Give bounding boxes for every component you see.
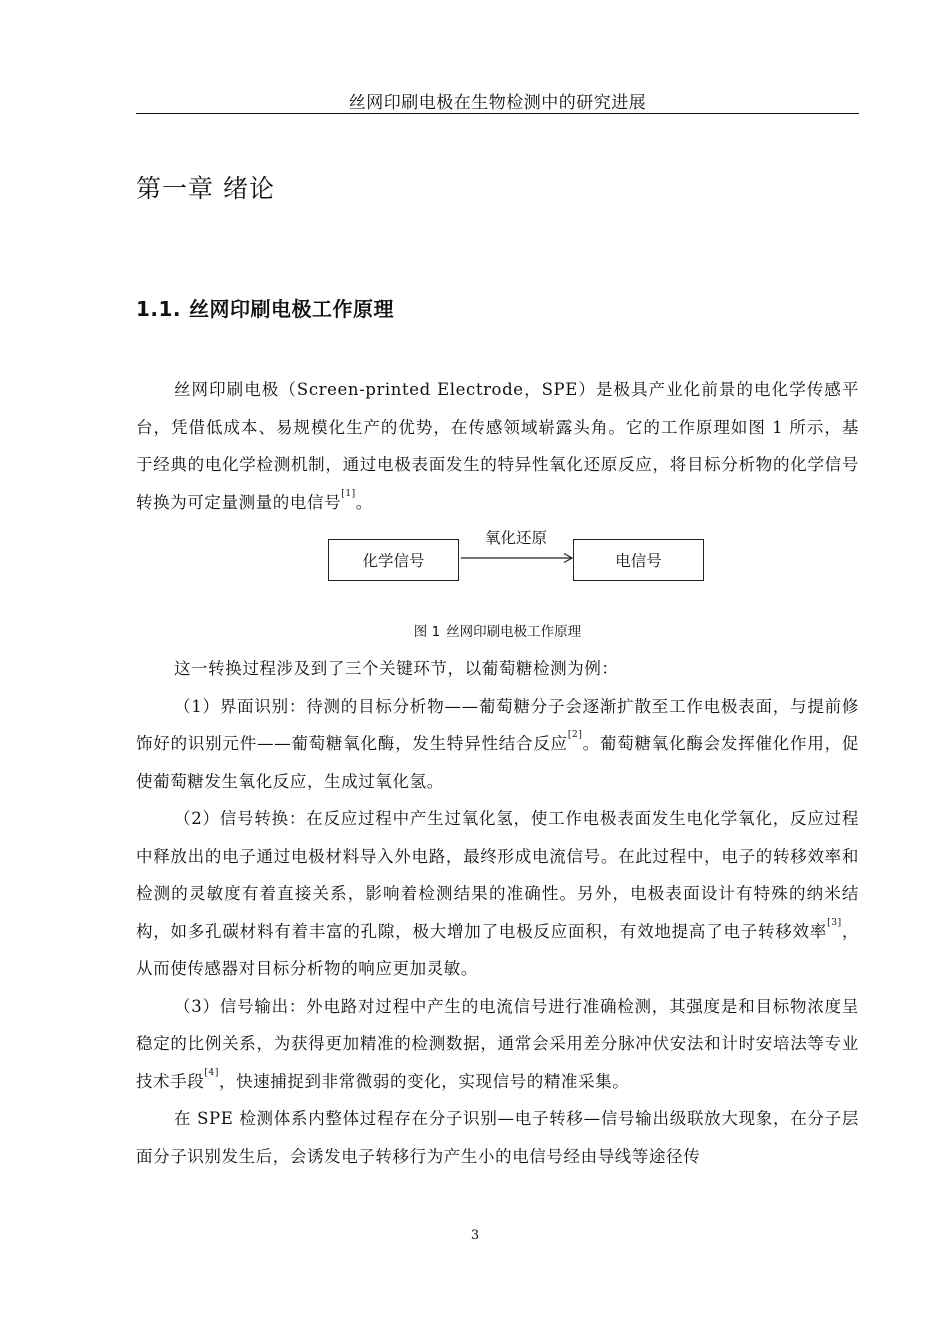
body-block [136, 650, 859, 1175]
paragraph-tail: ，快速捕捉到非常微弱的变化，实现信号的精准采集。 [218, 1071, 630, 1091]
paragraph-text: （1）界面识别：待测的目标分析物——葡萄糖分子会逐渐扩散至工作电极表面，与提前修饰好的识别元件——葡萄糖氧化酶，发生特异性结合反应 [136, 696, 859, 753]
section-number: 1.1. [136, 297, 182, 321]
paragraph-text: （2）信号转换：在反应过程中产生过氧化氢，使工作电极表面发生电化学氧化，反应过程中释放出的电子通过电极材料导入外电路，最终形成电流信号。在此过程中，电子的转移效率和检测的灵敏度有着直接关系，影响着检测结果的准确性。另外，电极表面设计有特殊的纳米结构，如多孔碳材料有着丰富的孔隙，极大增加了电极反应面积，有效地提高了电子转移效率 [136, 809, 859, 941]
paragraph-intro [136, 371, 859, 521]
paragraph-tail: ，从而使传感器对目标分析物的响应更加灵敏。 [136, 921, 859, 978]
paragraph-text: 丝网印刷电极（Screen-printed Electrode，SPE）是极具产业化前景的电化学传感平台，凭借低成本、易规模化生产的优势，在传感领域崭露头角。它的工作原理如图 1 所示，基于经典的电化学检测机制，通过电极表面发生的特异性氧化还原反应，将目标分析物的化学信号转换为可定量测量的电信号 [136, 380, 859, 512]
figure-number: 图 1 [413, 624, 441, 640]
paragraph-cascade [136, 1100, 859, 1175]
paragraph-overview [136, 650, 859, 688]
arrow-label: 氧化还原 [484, 529, 547, 547]
paragraph-tail: 。 [355, 492, 373, 512]
running-header-title: 丝网印刷电极在生物检测中的研究进展 [348, 93, 647, 113]
section-heading [136, 294, 394, 324]
citation-ref: [1] [341, 488, 356, 499]
page-number: 3 [470, 1228, 480, 1243]
electrical-signal-box: 电信号 [573, 539, 704, 581]
paragraph-step-3 [136, 988, 859, 1101]
principle-diagram [326, 530, 708, 586]
paragraph-text: （3）信号输出：外电路对过程中产生的电流信号进行准确检测，其强度是和目标物浓度呈稳定的比例关系，为获得更加精准的检测数据，通常会采用差分脉冲伏安法和计时安培法等专业技术手段 [136, 996, 859, 1091]
citation-ref: [4] [204, 1067, 219, 1078]
paragraph-step-1 [136, 688, 859, 801]
section-title-text: 丝网印刷电极工作原理 [189, 297, 395, 321]
chemical-signal-box: 化学信号 [328, 539, 459, 581]
paragraph-text: 在 SPE 检测体系内整体过程存在分子识别—电子转移—信号输出级联放大现象，在分子层面分子识别发生后，会诱发电子转移行为产生小的电信号经由导线等途径传 [136, 1109, 859, 1166]
chapter-title: 第一章 绪论 [136, 174, 275, 203]
figure-caption-text: 丝网印刷电极工作原理 [446, 624, 582, 640]
citation-ref: [3] [827, 917, 842, 928]
citation-ref: [2] [567, 730, 583, 740]
arrow-icon [459, 552, 575, 564]
paragraph-tail: 。葡萄糖氧化酶会发挥催化作用，促使葡萄糖发生氧化反应，生成过氧化氢。 [136, 734, 859, 791]
paragraph-step-2 [136, 800, 859, 988]
paragraph-text: 这一转换过程涉及到了三个关键环节，以葡萄糖检测为例： [173, 659, 619, 678]
header-rule [136, 113, 859, 114]
intro-block [136, 371, 859, 521]
figure-caption [136, 622, 859, 642]
